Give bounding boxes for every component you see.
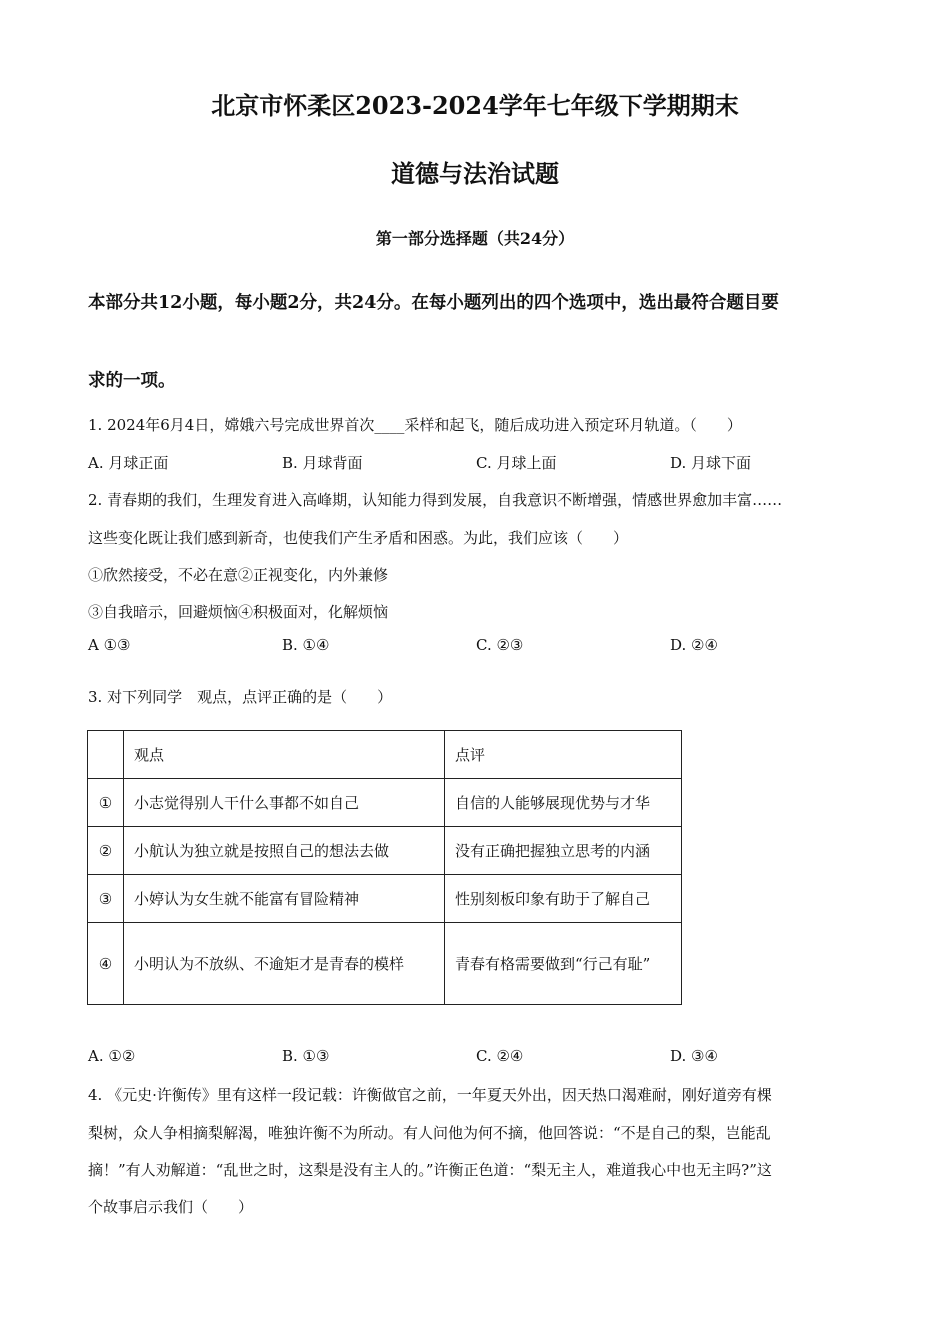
- table-cell-comment: 没有正确把握独立思考的内涵: [445, 827, 682, 875]
- question-4-stem-line-3: 摘！”有人劝解道：“乱世之时，这梨是没有主人的。”许衡正色道：“梨无主人，难道我心中也无主吗?”这: [88, 1161, 772, 1179]
- table-cell-viewpoint: 小志觉得别人干什么事都不如自己: [124, 779, 445, 827]
- question-2-stem-line-2: 这些变化既让我们感到新奇，也使我们产生矛盾和困惑。为此，我们应该（ ）: [88, 529, 629, 547]
- part-title: 第一部分选择题（共24分）: [375, 229, 575, 248]
- question-3-option-b: B. ①③: [282, 1047, 330, 1065]
- table-cell-viewpoint: 小婷认为女生就不能富有冒险精神: [124, 875, 445, 923]
- question-3-option-c: C. ②④: [476, 1047, 524, 1065]
- instruction-line-2: 求的一项。: [88, 371, 176, 391]
- question-2-option-d: D. ②④: [670, 636, 718, 654]
- exam-title: 北京市怀柔区2023-2024学年七年级下学期期末: [211, 91, 739, 120]
- table-cell-number: ③: [88, 875, 124, 923]
- table-cell-comment: 青春有格需要做到“行己有耻”: [445, 923, 682, 1005]
- table-row: [88, 779, 682, 827]
- question-4-stem-line-2: 梨树，众人争相摘梨解渴，唯独许衡不为所动。有人问他为何不摘，他回答说：“不是自己的梨，岂能乱: [88, 1124, 771, 1142]
- question-1-option-a: A. 月球正面: [88, 454, 169, 472]
- question-1-stem: 1. 2024年6月4日，嫦娥六号完成世界首次____采样和起飞，随后成功进入预定环月轨道。（ ）: [88, 416, 742, 434]
- question-2-option-c: C. ②③: [476, 636, 524, 654]
- table-cell-viewpoint: 小航认为独立就是按照自己的想法去做: [124, 827, 445, 875]
- question-3-stem: 3. 对下列同学 观点，点评正确的是（ ）: [88, 688, 393, 706]
- table-cell-comment: 自信的人能够展现优势与才华: [445, 779, 682, 827]
- question-1-option-d: D. 月球下面: [670, 454, 752, 472]
- instruction-line-1: 本部分共12小题，每小题2分，共24分。在每小题列出的四个选项中，选出最符合题目要: [88, 293, 779, 313]
- table-cell-viewpoint: 小明认为不放纵、不逾矩才是青春的模样: [124, 923, 445, 1005]
- question-3-option-a: A. ①②: [88, 1047, 136, 1065]
- table-header-row: [88, 731, 682, 779]
- table-cell-number: ①: [88, 779, 124, 827]
- question-4-stem-line-4: 个故事启示我们（ ）: [88, 1198, 254, 1216]
- table-cell-comment: 性别刻板印象有助于了解自己: [445, 875, 682, 923]
- question-2-choices-line-1: ①欣然接受，不必在意②正视变化，内外兼修: [88, 566, 389, 584]
- table-header-cell: [88, 731, 124, 779]
- question-2-option-b: B. ①④: [282, 636, 330, 654]
- table-cell-number: ②: [88, 827, 124, 875]
- question-2-option-a: A ①③: [88, 636, 131, 654]
- table-row: [88, 827, 682, 875]
- question-1-option-c: C. 月球上面: [476, 454, 557, 472]
- exam-subject-title: 道德与法治试题: [391, 159, 559, 188]
- question-2-choices-line-2: ③自我暗示，回避烦恼④积极面对，化解烦恼: [88, 603, 389, 621]
- question-1-option-b: B. 月球背面: [282, 454, 363, 472]
- table-header-viewpoint: 观点: [124, 731, 445, 779]
- table-cell-number: ④: [88, 923, 124, 1005]
- table-row: [88, 923, 682, 1005]
- viewpoint-table: [87, 730, 682, 1005]
- question-2-stem-line-1: 2. 青春期的我们，生理发育进入高峰期，认知能力得到发展，自我意识不断增强，情感世界愈加丰富……: [88, 491, 783, 509]
- question-3-option-d: D. ③④: [670, 1047, 718, 1065]
- question-4-stem-line-1: 4. 《元史·许衡传》里有这样一段记载：许衡做官之前，一年夏天外出，因天热口渴难耐，刚好道旁有棵: [88, 1086, 772, 1104]
- table-row: [88, 875, 682, 923]
- table-header-comment: 点评: [445, 731, 682, 779]
